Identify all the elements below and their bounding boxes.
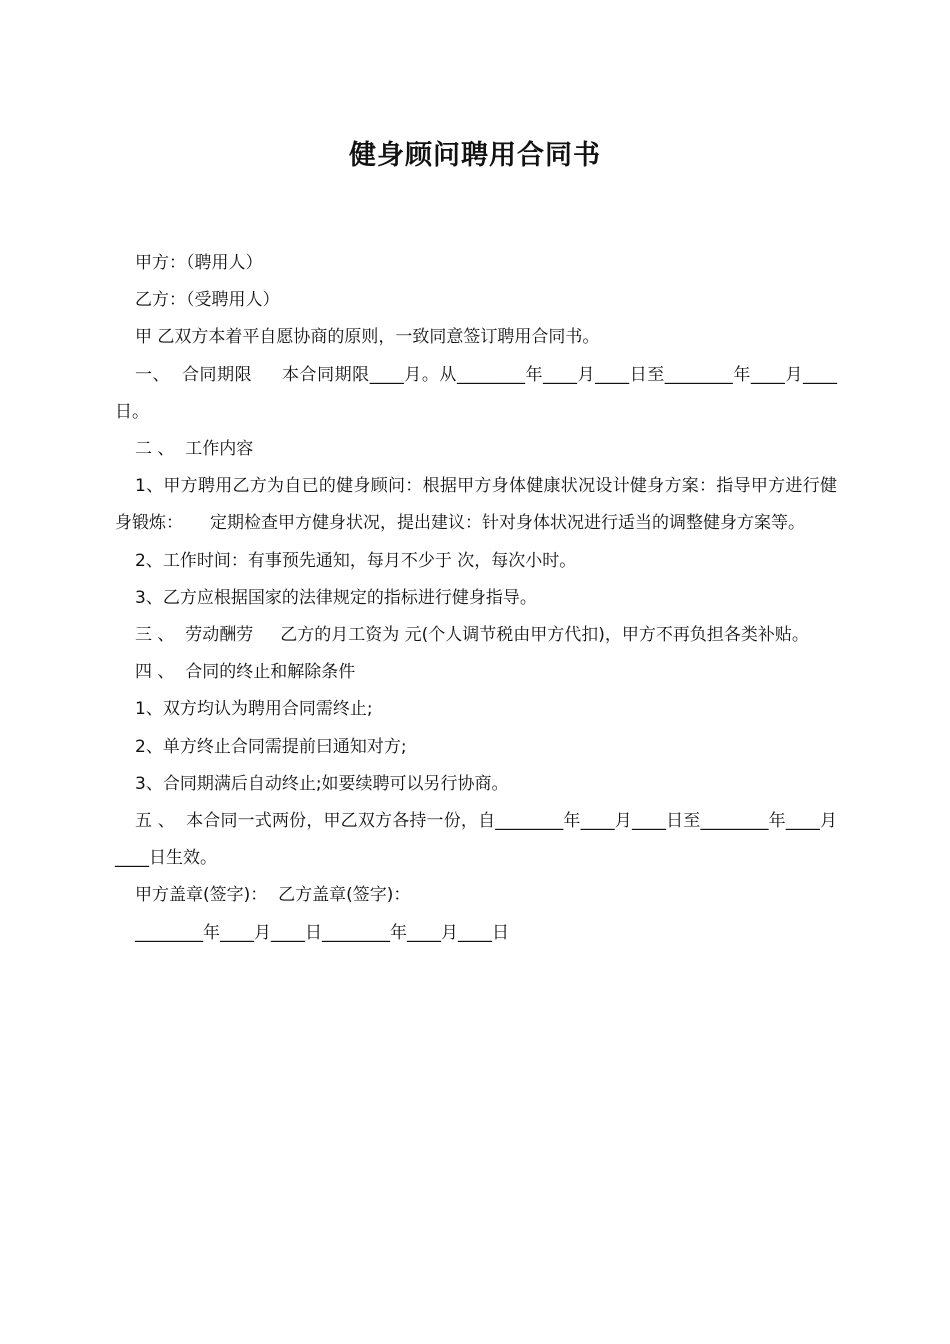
section-4-heading: 四 、 合同的终止和解除条件 <box>135 662 356 683</box>
document-body <box>115 245 837 952</box>
section-4-item-3: 3、合同期满后自动终止;如要续聘可以另行协商。 <box>135 773 509 794</box>
signature-dates: ________年____月____日________年____月____日 <box>135 922 509 943</box>
signature-labels: 甲方盖章(签字)： 乙方盖章(签字)： <box>135 885 411 906</box>
section-4-item-1: 1、双方均认为聘用合同需终止; <box>135 699 373 720</box>
section-2-item-3: 3、乙方应根据国家的法律规定的指标进行健身指导。 <box>135 587 537 608</box>
section-5-copies: 五 、 本合同一式两份，甲乙双方各持一份，自________年____月____日至________年____月____日生效。 <box>115 811 837 869</box>
section-2-item-1: 1、甲方聘用乙方为自已的健身顾问：根据甲方身体健康状况设计健身方案：指导甲方进行健身锻炼： 定期检查甲方健身状况，提出建议：针对身体状况进行适当的调整健身方案等。 <box>115 476 837 534</box>
preamble-paragraph: 甲 乙双方本着平自愿协商的原则，一致同意签订聘用合同书。 <box>135 327 600 348</box>
section-3-remuneration: 三 、 劳动酬劳 乙方的月工资为 元(个人调节税由甲方代扣)，甲方不再负担各类补贴。 <box>135 625 809 646</box>
party-b-line: 乙方：（受聘用人） <box>135 290 280 311</box>
section-2-item-2: 2、工作时间：有事预先通知，每月不少于 次，每次小时。 <box>135 550 577 571</box>
section-4-item-2: 2、单方终止合同需提前曰通知对方; <box>135 736 407 757</box>
section-2-heading: 二 、 工作内容 <box>135 439 254 460</box>
section-1-contract-term: 一、 合同期限 本合同期限____月。从________年____月____日至________年____月____日。 <box>115 364 837 422</box>
document-title: 健身顾问聘用合同书 <box>349 140 601 171</box>
party-a-line: 甲方：（聘用人） <box>135 253 263 273</box>
